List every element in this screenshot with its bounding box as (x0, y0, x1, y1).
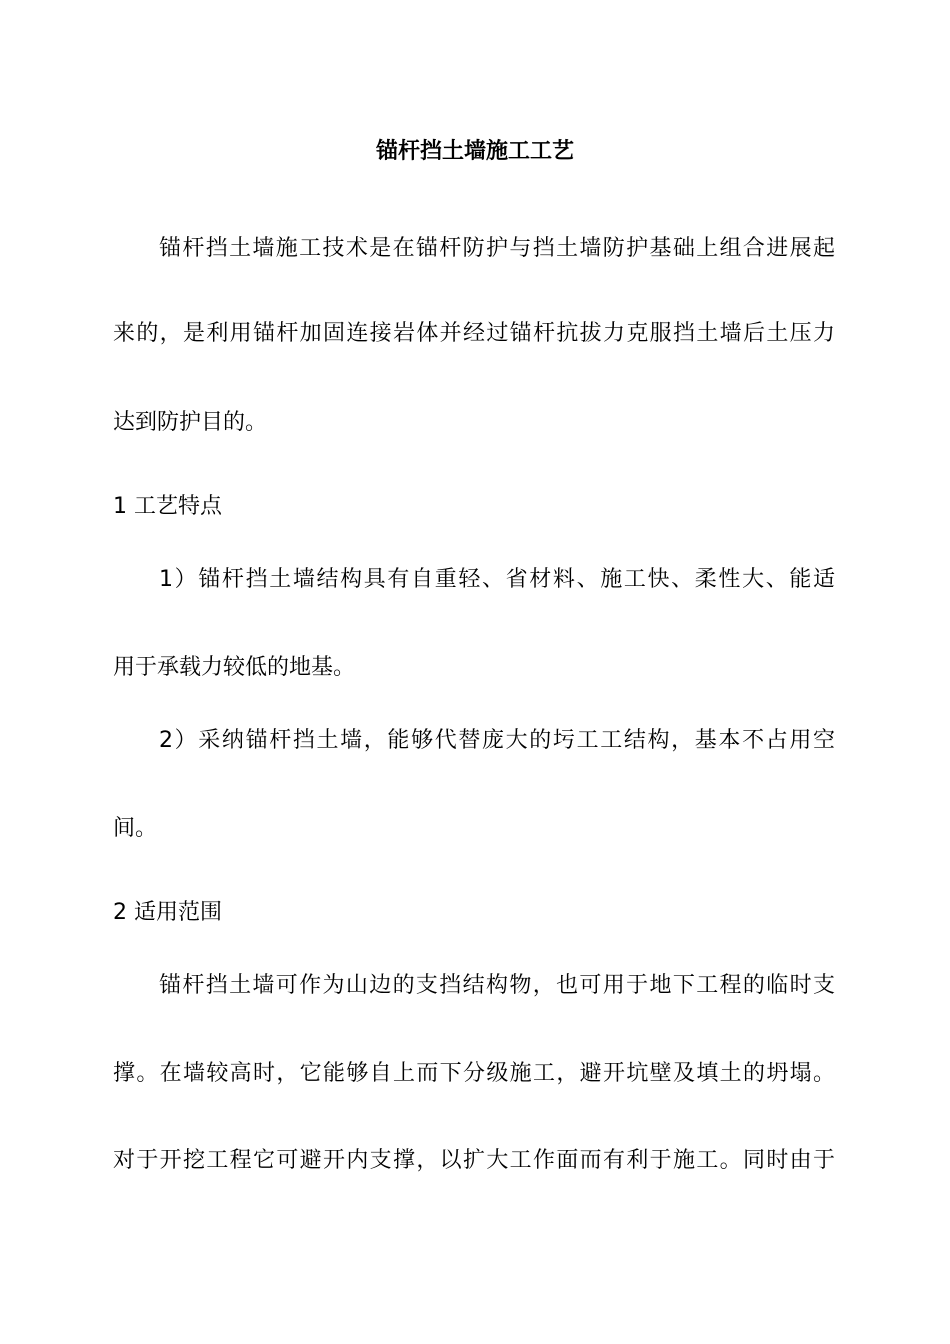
intro-line-1: 锚杆挡土墙施工技术是在锚杆防护与挡土墙防护基础上组合进展起 (159, 236, 835, 261)
section-2-line-1: 锚杆挡土墙可作为山边的支挡结构物，也可用于地下工程的临时支 (159, 973, 835, 998)
section-1-item-1-line-1: 1）锚杆挡土墙结构具有自重轻、省材料、施工快、柔性大、能适 (159, 567, 835, 592)
section-1-item-2-line-2: 间。 (113, 816, 158, 841)
section-2-line-3: 对于开挖工程它可避开内支撑，以扩大工作面而有利于施工。同时由于 (113, 1148, 835, 1173)
section-2-line-2: 撑。在墙较高时，它能够自上而下分级施工，避开坑壁及填土的坍塌。 (113, 1061, 835, 1086)
intro-line-3: 达到防护目的。 (113, 410, 268, 435)
section-2-heading: 2 适用范围 (113, 900, 222, 925)
document-title: 锚杆挡土墙施工工艺 (375, 139, 574, 164)
section-1-heading: 1 工艺特点 (113, 494, 222, 519)
section-1-item-1-line-2: 用于承载力较低的地基。 (113, 655, 356, 680)
section-1-item-2-line-1: 2）采纳锚杆挡土墙，能够代替庞大的圬工工结构，基本不占用空 (159, 728, 835, 753)
intro-line-2: 来的，是利用锚杆加固连接岩体并经过锚杆抗拔力克服挡土墙后土压力 (113, 321, 835, 346)
